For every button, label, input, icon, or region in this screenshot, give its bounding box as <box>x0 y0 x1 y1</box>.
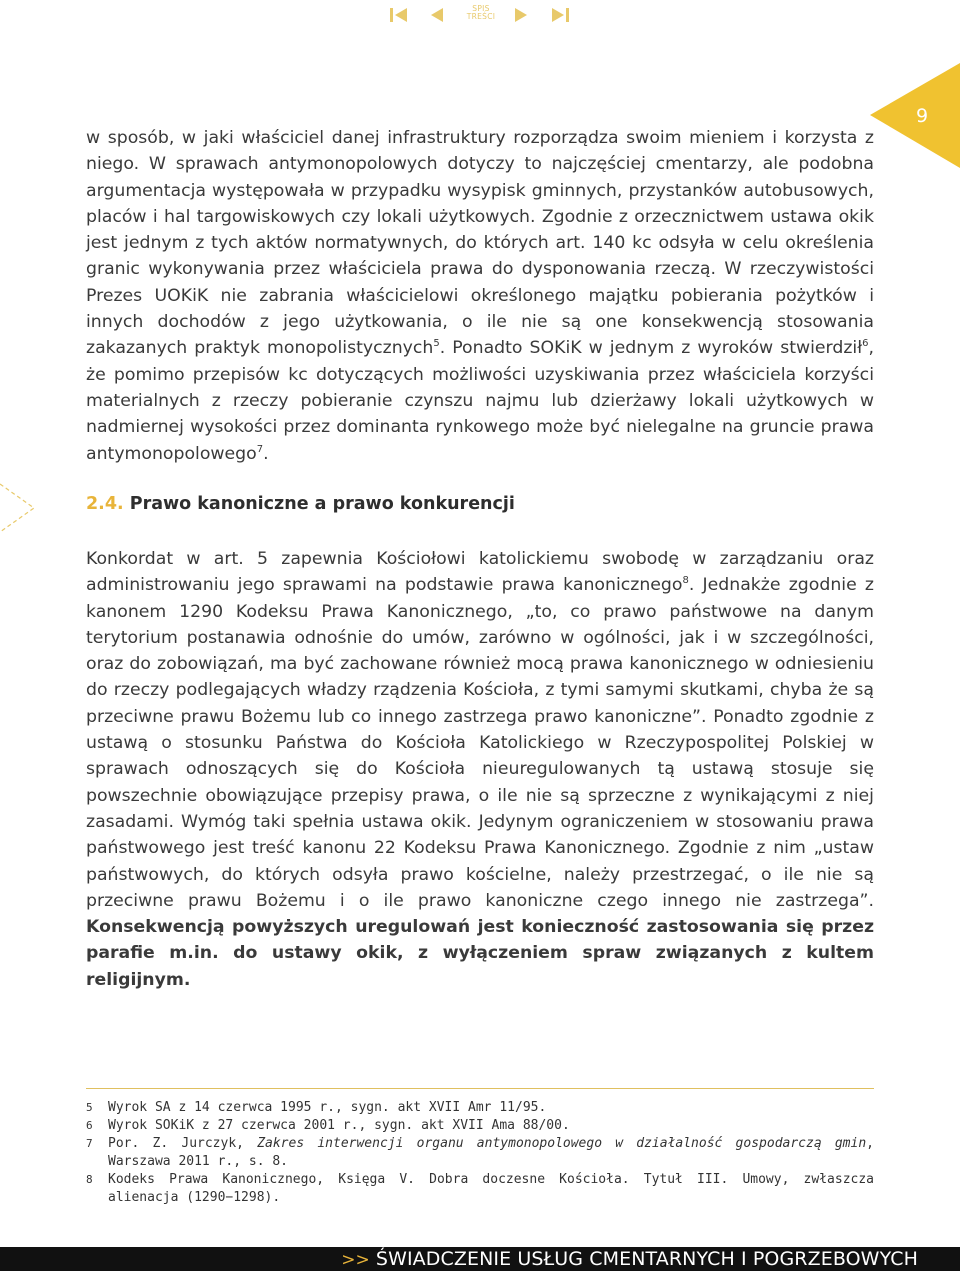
section-heading <box>86 494 515 514</box>
footnote-number: 8 <box>86 1173 93 1186</box>
paragraph-1-text-c: , że pomimo przepisów kc dotyczących możliwości uzyskiwania przez właściciela korzyści materialnych z rzeczy pobieranie czynszu najmu lub dzierżawy lokali użytkowych w nadmiernej wysokości przez dominanta rynkowego może być nielegalne na gruncie prawa antymonopolowego <box>86 338 874 464</box>
footnote-divider <box>86 1088 874 1089</box>
footnote-number: 6 <box>86 1119 93 1132</box>
footnote-text-post: , Warszawa 2011 r., s. 8. <box>108 1136 874 1169</box>
body-text <box>86 125 874 467</box>
footnote-number: 5 <box>86 1101 93 1114</box>
footnote-ref-8[interactable]: 8 <box>682 575 689 587</box>
footnote-7 <box>86 1135 874 1171</box>
skip-to-last-icon[interactable] <box>549 6 571 24</box>
section-number: 2.4. <box>86 494 124 514</box>
paragraph-1-text-a: w sposób, w jaki właściciel danej infrastruktury rozporządza swoim mieniem i korzysta z niego. W sprawach antymonopolowych dotyczy to najczęściej cmentarzy, ale podobna argumentacja występowała w przypadku wysypisk gminnych, przystanków autobusowych, placów i hal targowiskowych czy lokali użytkowych. Zgodnie z orzecznictwem ustawa okik jest jednym z tych aktów normatywnych, do których art. 140 kc odsyła w celu określenia granic wykonywania przez właściciela prawa do dysponowania rzeczą. W rzeczywistości Prezes UOKiK nie zabrania właścicielowi określonego majątku pobierania pożytków i innych dochodów z jego użytkowania, o ile nie są one konsekwencją stosowania zakazanych praktyk monopolistycznych <box>86 128 874 359</box>
paragraph-2-text-b: . Jednakże zgodnie z kanonem 1290 Kodeksu Prawa Kanonicznego, „to, co prawo państwowe na danym terytorium postanawia odnośnie do umów, zarówno w ogólności, jak i w szczególności, oraz do zobowiązań, ma być zachowane również mocą prawa kanonicznego w odniesieniu do rzeczy podlegających władzy rządzenia Kościoła, z tymi samymi skutkami, chyba że są przeciwne prawu Bożemu lub co innego zastrzega prawo kanoniczne”. Ponadto zgodnie z ustawą o stosunku Państwa do Kościoła Katolickiego w Rzeczypospolitej Polskiej w sprawach odnoszących się do Kościoła nieuregulowanych tą ustawą stosuje się powszechnie obowiązujące przepisy prawa, o ile nie są sprzeczne z wynikającymi z niej zasadami. Wymóg taki spełnia ustawa okik. Jedynym ograniczeniem w stosowaniu prawa państwowego jest treść kanonu 22 Kodeksu Prawa Kanonicznego. Zgodnie z nim „ustaw państwowych, do których odsyła prawo kościelne, należy przestrzegać, o ile nie są przeciwne prawu Bożemu i o ile prawo kanoniczne czego innego nie zastrzega”. <box>86 575 875 911</box>
footnotes <box>86 1099 874 1207</box>
page-number: 9 <box>915 105 929 127</box>
paragraph-2-text-a: Konkordat w art. 5 zapewnia Kościołowi katolickiemu swobodę w zarządzaniu oraz administrowaniu jego sprawami na podstawie prawa kanonicznego <box>86 549 874 596</box>
footnote-number: 7 <box>86 1137 93 1150</box>
footer-bar <box>0 1247 960 1271</box>
footnote-ref-6[interactable]: 6 <box>862 338 869 350</box>
footer-title-wrap <box>341 1248 918 1270</box>
toc-label-line2: TREŚCI <box>466 12 496 21</box>
footnote-6 <box>86 1117 874 1135</box>
footnote-text-pre: Por. Z. Jurczyk, <box>108 1136 258 1151</box>
footnote-text: Wyrok SOKiK z 27 czerwca 2001 r., sygn. akt XVII Ama 88/00. <box>108 1118 570 1133</box>
paragraph-1-text-b: . Ponadto SOKiK w jednym z wyroków stwierdził <box>439 338 863 359</box>
section-title: Prawo kanoniczne a prawo konkurencji <box>129 494 515 514</box>
footer-arrows: >> <box>341 1250 370 1270</box>
paragraph-2 <box>86 546 874 993</box>
paragraph-1-text-d: . <box>263 443 269 464</box>
footnote-text: Wyrok SA z 14 czerwca 1995 r., sygn. akt XVII Amr 11/95. <box>108 1100 547 1115</box>
skip-to-first-icon[interactable] <box>388 6 410 24</box>
table-of-contents-link[interactable] <box>463 5 499 21</box>
paragraph-2-conclusion: Konsekwencją powyższych uregulowań jest konieczność zastosowania się przez parafie m.in. do ustawy okik, z wyłączeniem spraw związanych z kultem religijnym. <box>86 917 874 990</box>
footnote-ref-7[interactable]: 7 <box>256 443 264 455</box>
previous-icon[interactable] <box>426 6 448 24</box>
footnote-5 <box>86 1099 874 1117</box>
footnote-8 <box>86 1171 874 1207</box>
footnote-text: Kodeks Prawa Kanonicznego, Księga V. Dobra doczesne Kościoła. Tytuł III. Umowy, zwłaszcza alienacja (1290−1298). <box>108 1172 874 1205</box>
top-navigation <box>0 0 960 30</box>
next-icon[interactable] <box>510 6 532 24</box>
side-chevron-decoration <box>0 478 40 538</box>
footnote-ref-5[interactable]: 5 <box>433 338 440 350</box>
toc-label-line1: SPIS <box>472 4 490 13</box>
footer-title: ŚWIADCZENIE USŁUG CMENTARNYCH I POGRZEBOWYCH <box>375 1248 918 1270</box>
footnote-title-italic: Zakres interwencji organu antymonopolowego w działalność gospodarczą gmin <box>257 1136 867 1151</box>
paragraph-1 <box>86 125 874 467</box>
